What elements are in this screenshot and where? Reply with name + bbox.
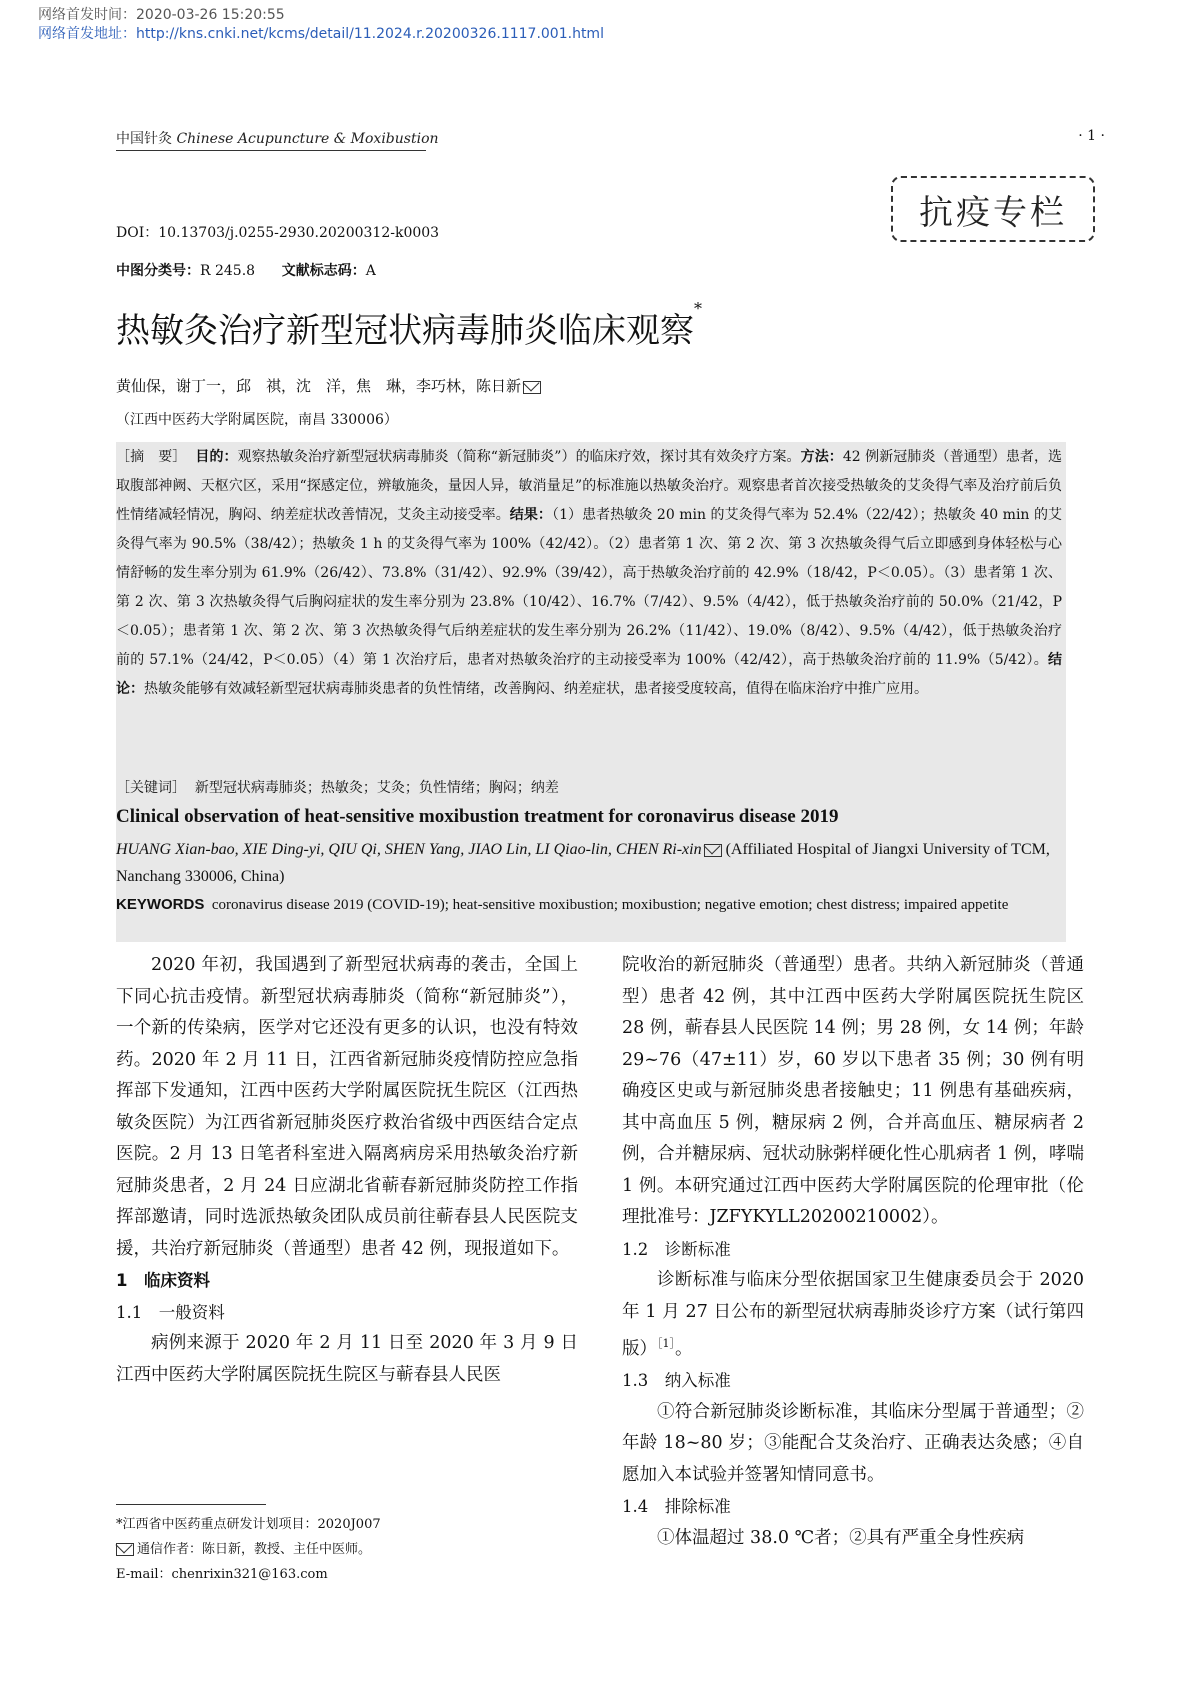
doi: DOI：10.13703/j.0255-2930.20200312-k0003 bbox=[116, 225, 440, 241]
article-title: 热敏灸治疗新型冠状病毒肺炎临床观察* bbox=[116, 299, 702, 351]
footnotes bbox=[116, 1512, 381, 1587]
email-note: E-mail：chenrixin321@163.com bbox=[116, 1567, 328, 1582]
subsection-heading: 1.3 纳入标准 bbox=[622, 1371, 731, 1391]
english-keywords: KEYWORDS coronavirus disease 2019 (COVID-19); heat-sensitive moxibustion; moxibustion; negative emotion; chest distress; impaired appetite bbox=[116, 896, 1009, 913]
abstract: ［摘 要］ 目的：观察热敏灸治疗新型冠状病毒肺炎（简称“新冠肺炎”）的临床疗效，探讨其有效灸疗方案。方法：42 例新冠肺炎（普通型）患者，选取腹部神阙、天枢穴区，采用“探感定位，辨敏施灸，量因人异，敏消量足”的标准施以热敏灸治疗。观察患者首次接受热敏灸的艾灸得气率及治疗前后负性情绪减轻情况，胸闷、纳差症状改善情况，艾灸主动接受率。结果：（1）患者热敏灸 20 min 的艾灸得气率为 52.4%（22/42）；热敏灸 40 min 的艾灸得气率为 90.5%（38/42）；热敏灸 1 h 的艾灸得气率为 100%（42/42）。（2）患者第 1 次、第 2 次、第 3 次热敏灸得气后立即感到身体轻松与心情舒畅的发生率分别为 61.9%（26/42）、73.8%（31/42）、92.9%（39/42），高于热敏灸治疗前的 42.9%（18/42，P＜0.05）。（3）患者第 1 次、第 2 次、第 3 次热敏灸得气后胸闷症状的发生率分别为 23.8%（10/42）、16.7%（7/42）、9.5%（4/42），低于热敏灸治疗前的 50.0%（21/42，P＜0.05）；患者第 1 次、第 2 次、第 3 次热敏灸得气后纳差症状的发生率分别为 26.2%（11/42）、19.0%（8/42）、9.5%（4/42），低于热敏灸治疗前的 57.1%（24/42，P＜0.05）（4）第 1 次治疗后，患者对热敏灸治疗的主动接受率为 100%（42/42），高于热敏灸治疗前的 11.9%（5/42）。结论：热敏灸能够有效减轻新型冠状病毒肺炎患者的负性情绪，改善胸闷、纳差症状，患者接受度较高，值得在临床治疗中推广应用。 bbox=[116, 449, 1063, 697]
body-right-column bbox=[622, 950, 1084, 1554]
mail-icon bbox=[116, 1543, 134, 1556]
online-publish-url: 网络首发地址：http://kns.cnki.net/kcms/detail/11.2024.r.20200326.1117.001.html bbox=[38, 26, 604, 42]
page-number: · 1 · bbox=[1078, 128, 1105, 144]
fund-note: *江西省中医药重点研发计划项目：2020J007 bbox=[116, 1517, 381, 1532]
affiliation: （江西中医药大学附属医院，南昌 330006） bbox=[116, 412, 398, 428]
column-badge: 抗疫专栏 bbox=[891, 176, 1095, 242]
paragraph: 病例来源于 2020 年 2 月 11 日至 2020 年 3 月 9 日江西中医药大学附属医院抚生院区与蕲春县人民医 bbox=[116, 1333, 578, 1385]
paragraph: 诊断标准与临床分型依据国家卫生健康委员会于 2020 年 1 月 27 日公布的新型冠状病毒肺炎诊疗方案（试行第四版）$^{[1]}$。 bbox=[622, 1270, 1084, 1359]
english-authors: HUANG Xian-bao, XIE Ding-yi, QIU Qi, SHEN Yang, JIAO Lin, LI Qiao-lin, CHEN Ri-xin (Affiliated Hospital of Jiangxi University of TCM, Nanchang 330006, China) bbox=[116, 841, 1050, 885]
authors: 黄仙保，谢丁一，邱 祺，沈 洋，焦 琳，李巧林，陈日新 bbox=[116, 375, 541, 396]
subsection-heading: 1.1 一般资料 bbox=[116, 1302, 225, 1322]
section-heading: 1 临床资料 bbox=[116, 1271, 210, 1290]
english-title: Clinical observation of heat-sensitive moxibustion treatment for coronavirus disease 2019 bbox=[116, 806, 839, 827]
mail-icon bbox=[704, 844, 722, 857]
subsection-heading: 1.4 排除标准 bbox=[622, 1497, 731, 1517]
header-rule bbox=[116, 150, 426, 151]
paragraph: ①体温超过 38.0 ℃者；②具有严重全身性疾病 bbox=[657, 1527, 1025, 1548]
footnote-rule bbox=[116, 1504, 266, 1505]
classification-line: 中图分类号：R 245.8 文献标志码：A bbox=[116, 263, 376, 279]
body-left-column bbox=[116, 950, 578, 1391]
keywords-cn: ［关键词］ 新型冠状病毒肺炎；热敏灸；艾灸；负性情绪；胸闷；纳差 bbox=[116, 780, 559, 796]
mail-icon bbox=[523, 381, 541, 394]
subsection-heading: 1.2 诊断标准 bbox=[622, 1239, 731, 1259]
paragraph: ①符合新冠肺炎诊断标准，其临床分型属于普通型；②年龄 18~80 岁；③能配合艾灸治疗、正确表达灸感；④自愿加入本试验并签署知情同意书。 bbox=[622, 1401, 1084, 1485]
intro-paragraph: 2020 年初，我国遇到了新型冠状病毒的袭击，全国上下同心抗击疫情。新型冠状病毒肺炎（简称“新冠肺炎”），一个新的传染病，医学对它还没有更多的认识，也没有特效药。2020 年 2 月 11 日，江西省新冠肺炎疫情防控应急指挥部下发通知，江西中医药大学附属医院抚生院区（江西热敏灸医院）为江西省新冠肺炎医疗救治省级中西医结合定点医院。2 月 13 日笔者科室进入隔离病房采用热敏灸治疗新冠肺炎患者，2 月 24 日应湖北省蕲春新冠肺炎防控工作指挥部邀请，同时选派热敏灸团队成员前往蕲春县人民医院支援，共治疗新冠肺炎（普通型）患者 42 例，现报道如下。 bbox=[116, 955, 578, 1259]
journal-header: 中国针灸 Chinese Acupuncture & Moxibustion bbox=[116, 131, 439, 147]
url-link[interactable]: http://kns.cnki.net/kcms/detail/11.2024.r.20200326.1117.001.html bbox=[136, 26, 604, 42]
reference-link[interactable]: ［1］ bbox=[657, 1337, 675, 1350]
corresponding-note: 通信作者：陈日新，教授、主任中医师。 bbox=[116, 1537, 381, 1562]
paragraph: 院收治的新冠肺炎（普通型）患者。共纳入新冠肺炎（普通型）患者 42 例，其中江西中医药大学附属医院抚生院区 28 例，蕲春县人民医院 14 例；男 28 例，女 14 例；年龄 29~76（47±11）岁，60 岁以下患者 35 例；30 例有明确疫区史或与新冠肺炎患者接触史；11 例患有基础疾病，其中高血压 5 例，糖尿病 2 例，合并高血压、糖尿病者 2 例，合并糖尿病、冠状动脉粥样硬化性心肌病者 1 例，哮喘 1 例。本研究通过江西中医药大学附属医院的伦理审批（伦理批准号：JZFYKYLL20200210002）。 bbox=[622, 955, 1084, 1227]
online-publish-time: 网络首发时间：2020-03-26 15:20:55 bbox=[38, 7, 285, 23]
